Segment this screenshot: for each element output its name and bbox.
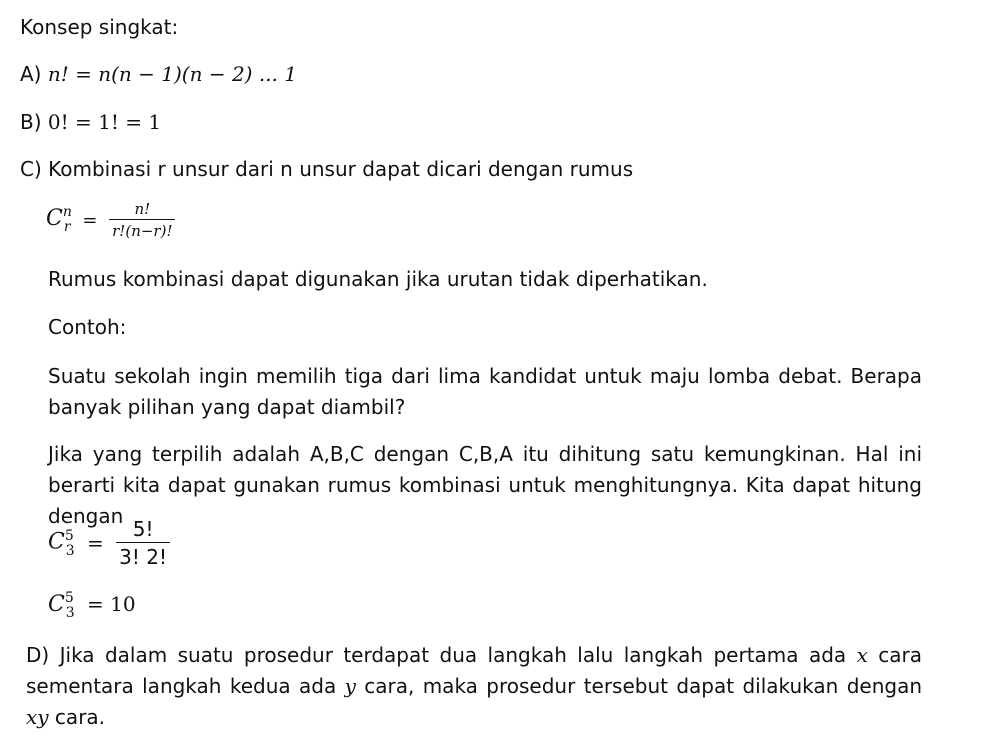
calc1-c: C — [48, 529, 65, 555]
calc1-sub: 3 — [65, 542, 75, 559]
item-d-text-4: cara. — [48, 705, 106, 729]
heading: Konsep singkat: — [20, 15, 179, 39]
example-question: Suatu sekolah ingin memilih tiga dari lima kandidat untuk maju lomba debat. Berapa banyak pilihan yang dapat diambil? — [48, 364, 922, 419]
calc2-sup: 5 — [64, 590, 74, 606]
combination-note: Rumus kombinasi dapat digunakan jika urutan tidak diperhatikan. — [48, 267, 708, 291]
calc-result-line — [48, 590, 136, 621]
item-a-label: A) — [20, 62, 42, 86]
item-d-text-1: D) Jika dalam suatu prosedur terdapat dua langkah lalu langkah pertama ada — [26, 643, 857, 667]
calc1-denominator: 3! 2! — [119, 545, 168, 569]
item-d-text-2: cara sementara langkah kedua ada — [26, 643, 922, 698]
item-b-formula: 0! = 1! = 1 — [47, 110, 162, 134]
item-d-x: x — [856, 643, 868, 667]
formula-fraction — [109, 200, 175, 240]
calc2-sub: 3 — [65, 605, 75, 621]
combination-formula — [46, 200, 175, 240]
formula-sub: r — [63, 219, 71, 235]
formula-numerator: n! — [109, 200, 175, 220]
calc2-c: C — [48, 592, 65, 617]
formula-c: C — [46, 206, 63, 231]
item-a-formula: n! = n(n − 1)(n − 2) ... 1 — [47, 62, 297, 86]
example-label: Contoh: — [48, 315, 127, 339]
item-a — [20, 59, 297, 90]
item-d-text-3: cara, maka prosedur tersebut dapat dilakukan dengan — [355, 674, 923, 698]
item-b — [20, 107, 161, 138]
item-d-y: y — [344, 674, 356, 698]
calc1-numerator: 5! — [116, 517, 170, 543]
calc-fraction-line — [48, 517, 170, 569]
calc2-result: = 10 — [87, 592, 136, 616]
item-b-label: B) — [20, 110, 42, 134]
formula-denominator: r!(n−r)! — [112, 222, 173, 240]
formula-eq: = — [82, 209, 98, 231]
item-c-text: C) Kombinasi r unsur dari n unsur dapat dicari dengan rumus — [20, 157, 634, 181]
calc1-fraction — [116, 517, 170, 569]
item-d-xy: xy — [26, 705, 49, 729]
example-explanation: Jika yang terpilih adalah A,B,C dengan C,B,A itu dihitung satu kemungkinan. Hal ini berarti kita dapat gunakan rumus kombinasi untuk menghitungnya. Kita dapat hitung dengan — [48, 442, 922, 528]
item-d — [26, 640, 922, 733]
calc1-eq: = — [87, 531, 104, 555]
calc1-sup: 5 — [64, 527, 74, 544]
formula-sup: n — [62, 204, 72, 220]
